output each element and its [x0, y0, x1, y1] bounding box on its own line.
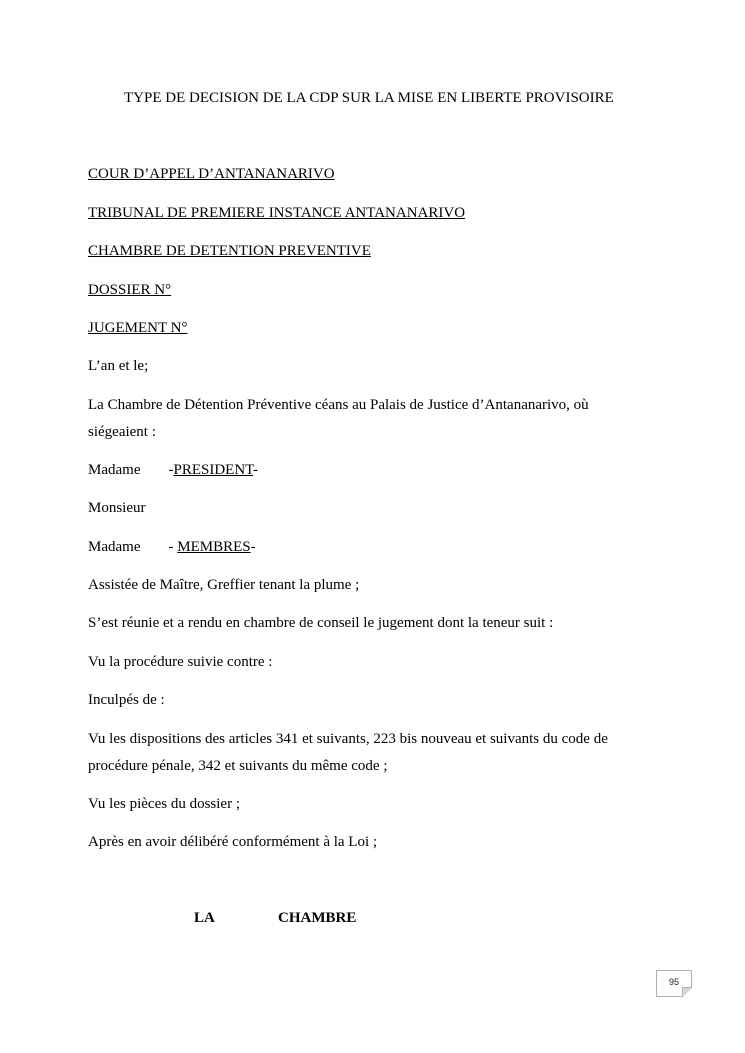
madame-label: Madame [88, 462, 141, 478]
membres-prefix: - [168, 539, 178, 555]
heading-la: LA [194, 910, 215, 926]
membres-suffix: - [250, 539, 256, 555]
procedure-line: Vu la procédure suivie contre : [88, 654, 273, 670]
dispositions-line-1: Vu les dispositions des articles 341 et suivants, 223 bis nouveau et suivants du code de [88, 731, 608, 747]
page-number: 95 [668, 977, 679, 987]
jugement-number: JUGEMENT N° [88, 320, 188, 336]
membres-row [88, 537, 256, 557]
document-title: TYPE DE DECISION DE LA CDP SUR LA MISE EN LIBERTE PROVISOIRE [124, 90, 614, 106]
chamber-line-1: La Chambre de Détention Préventive céans au Palais de Justice d’Antananarivo, où [88, 397, 589, 413]
dispositions-line-2: procédure pénale, 342 et suivants du même code ; [88, 758, 388, 774]
madame-label-2: Madame [88, 539, 141, 555]
pieces-line: Vu les pièces du dossier ; [88, 796, 240, 812]
page-fold-icon [682, 987, 692, 997]
chamber-name: CHAMBRE DE DETENTION PREVENTIVE [88, 243, 371, 259]
monsieur-label: Monsieur [88, 500, 146, 516]
dossier-number: DOSSIER N° [88, 282, 172, 298]
court-of-appeal: COUR D’APPEL D’ANTANANARIVO [88, 166, 335, 182]
heading-chambre: CHAMBRE [278, 910, 357, 926]
page-number-box [656, 970, 692, 997]
delibere-line: Après en avoir délibéré conformément à la Loi ; [88, 834, 378, 850]
tribunal: TRIBUNAL DE PREMIERE INSTANCE ANTANANARIVO [88, 205, 466, 221]
president-row [88, 460, 258, 480]
reunion-line: S’est réunie et a rendu en chambre de conseil le jugement dont la teneur suit : [88, 615, 554, 631]
inculpes-line: Inculpés de : [88, 692, 165, 708]
president-suffix: - [252, 462, 258, 478]
president-prefix: - [168, 462, 174, 478]
membres-role: MEMBRES [177, 539, 251, 555]
president-role: PRESIDENT [173, 462, 253, 478]
greffier-line: Assistée de Maître, Greffier tenant la plume ; [88, 577, 360, 593]
year-line: L’an et le; [88, 358, 149, 374]
chamber-line-2: siégeaient : [88, 424, 156, 440]
